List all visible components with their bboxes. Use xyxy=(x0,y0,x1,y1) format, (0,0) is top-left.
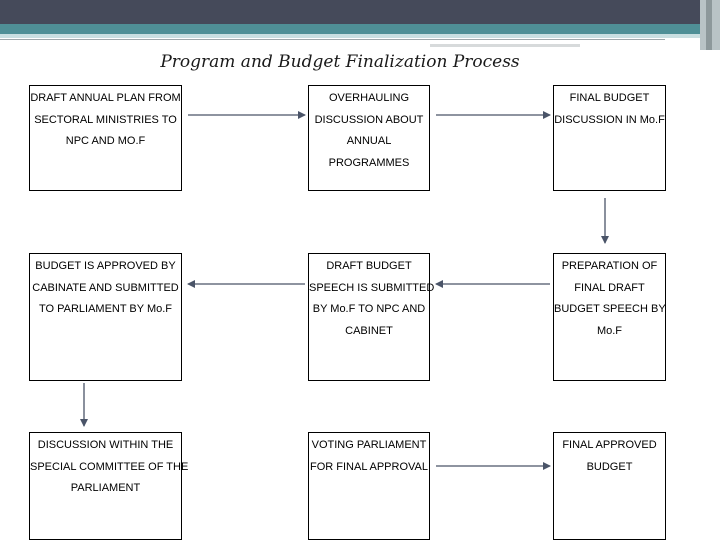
box-line: FINAL APPROVED xyxy=(562,439,657,451)
box-line: ANNUAL xyxy=(346,135,392,147)
box-line: DRAFT BUDGET xyxy=(326,260,412,272)
box-line: NPC AND MO.F xyxy=(65,135,146,147)
slide-title: Program and Budget Finalization Process xyxy=(160,52,520,72)
box-line: BUDGET IS APPROVED BY xyxy=(35,260,176,272)
box-line: FOR FINAL APPROVAL xyxy=(310,460,428,473)
box-line: FINAL BUDGET xyxy=(569,92,650,104)
box-line: SPEECH IS SUBMITTED xyxy=(309,281,435,294)
box-line: OVERHAULING xyxy=(328,92,410,104)
box-line: DISCUSSION ABOUT xyxy=(314,113,424,126)
box-line: SPECIAL COMMITTEE OF THE xyxy=(30,460,189,473)
box-line: BUDGET xyxy=(586,460,633,473)
box-line: FINAL DRAFT xyxy=(574,281,645,294)
box-line: DISCUSSION WITHIN THE xyxy=(37,439,174,451)
box-line: DRAFT ANNUAL PLAN FROM xyxy=(30,92,181,104)
box-line: BUDGET SPEECH BY xyxy=(554,303,666,315)
box-line: VOTING PARLIAMENT xyxy=(311,439,427,451)
box-line: PROGRAMMES xyxy=(328,156,410,169)
box-line: CABINATE AND SUBMITTED xyxy=(32,281,179,294)
box-line: TO PARLIAMENT BY Mo.F xyxy=(38,303,173,315)
box-line: PREPARATION OF xyxy=(561,260,658,272)
box-line: DISCUSSION IN Mo.F xyxy=(554,113,665,126)
box-line: BY Mo.F TO NPC AND xyxy=(312,303,426,315)
box-line: PARLIAMENT xyxy=(70,482,141,494)
box-line: SECTORAL MINISTRIES TO xyxy=(34,113,177,126)
box-line: Mo.F xyxy=(596,324,623,337)
box-line: CABINET xyxy=(345,324,393,337)
